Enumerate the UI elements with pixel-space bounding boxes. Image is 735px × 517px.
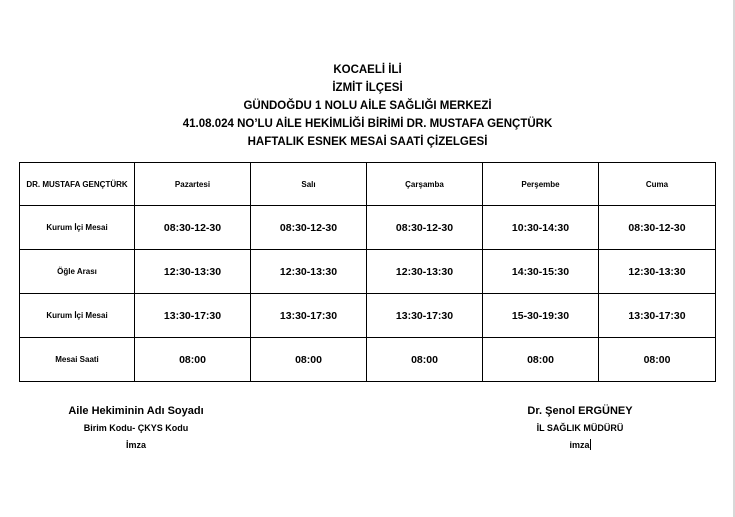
row-label: Öğle Arası xyxy=(20,250,135,294)
header-schedule-title: HAFTALIK ESNEK MESAİ SAATİ ÇİZELGESİ xyxy=(247,136,488,148)
day-header-wednesday: Çarşamba xyxy=(367,163,483,206)
header-district: İZMİT İLÇESİ xyxy=(332,82,403,94)
day-header-thursday: Perşembe xyxy=(483,163,599,206)
physician-signature-label: İmza xyxy=(125,440,146,450)
director-signature-label: imza xyxy=(569,440,590,450)
table-cell: 13:30-17:30 xyxy=(599,294,716,338)
row-label: Kurum İçi Mesai xyxy=(20,294,135,338)
table-cell: 08:30-12-30 xyxy=(135,206,251,250)
table-cell: 13:30-17:30 xyxy=(135,294,251,338)
header-unit: 41.08.024 NO’LU AİLE HEKİMLİĞİ BİRİMİ DR. MUSTAFA GENÇTÜRK xyxy=(182,118,553,130)
director-signature-line xyxy=(462,437,698,454)
weekly-schedule-table xyxy=(19,162,716,382)
row-label: Kurum İçi Mesai xyxy=(20,206,135,250)
physician-name-label: Aile Hekiminin Adı Soyadı xyxy=(68,405,204,417)
text-cursor xyxy=(590,439,591,450)
footer-physician-signature xyxy=(20,402,252,454)
table-row xyxy=(20,338,716,382)
header-province: KOCAELİ İLİ xyxy=(333,64,402,76)
corner-header: DR. MUSTAFA GENÇTÜRK xyxy=(20,163,135,206)
table-cell: 15-30-19:30 xyxy=(483,294,599,338)
table-cell: 08:30-12-30 xyxy=(599,206,716,250)
table-cell: 08:00 xyxy=(483,338,599,382)
table-cell: 08:00 xyxy=(251,338,367,382)
table-header-row xyxy=(20,163,716,206)
table-cell: 13:30-17:30 xyxy=(367,294,483,338)
table-cell: 08:00 xyxy=(135,338,251,382)
director-title: İL SAĞLIK MÜDÜRÜ xyxy=(536,423,624,433)
table-cell: 08:00 xyxy=(599,338,716,382)
table-cell: 08:30-12-30 xyxy=(367,206,483,250)
footer-director-signature xyxy=(462,402,698,454)
unit-code-label: Birim Kodu- ÇKYS Kodu xyxy=(83,423,189,433)
table-row xyxy=(20,294,716,338)
table-cell: 14:30-15:30 xyxy=(483,250,599,294)
table-row xyxy=(20,206,716,250)
document-header xyxy=(0,61,735,151)
day-header-friday: Cuma xyxy=(599,163,716,206)
day-header-monday: Pazartesi xyxy=(135,163,251,206)
table-cell: 12:30-13:30 xyxy=(599,250,716,294)
table-cell: 08:30-12-30 xyxy=(251,206,367,250)
day-header-tuesday: Salı xyxy=(251,163,367,206)
table-cell: 13:30-17:30 xyxy=(251,294,367,338)
table-cell: 08:00 xyxy=(367,338,483,382)
table-cell: 12:30-13:30 xyxy=(251,250,367,294)
director-name: Dr. Şenol ERGÜNEY xyxy=(527,405,633,417)
table-cell: 10:30-14:30 xyxy=(483,206,599,250)
table-cell: 12:30-13:30 xyxy=(135,250,251,294)
table-cell: 12:30-13:30 xyxy=(367,250,483,294)
table-row xyxy=(20,250,716,294)
row-label: Mesai Saati xyxy=(20,338,135,382)
header-health-center: GÜNDOĞDU 1 NOLU AİLE SAĞLIĞI MERKEZİ xyxy=(243,100,492,112)
